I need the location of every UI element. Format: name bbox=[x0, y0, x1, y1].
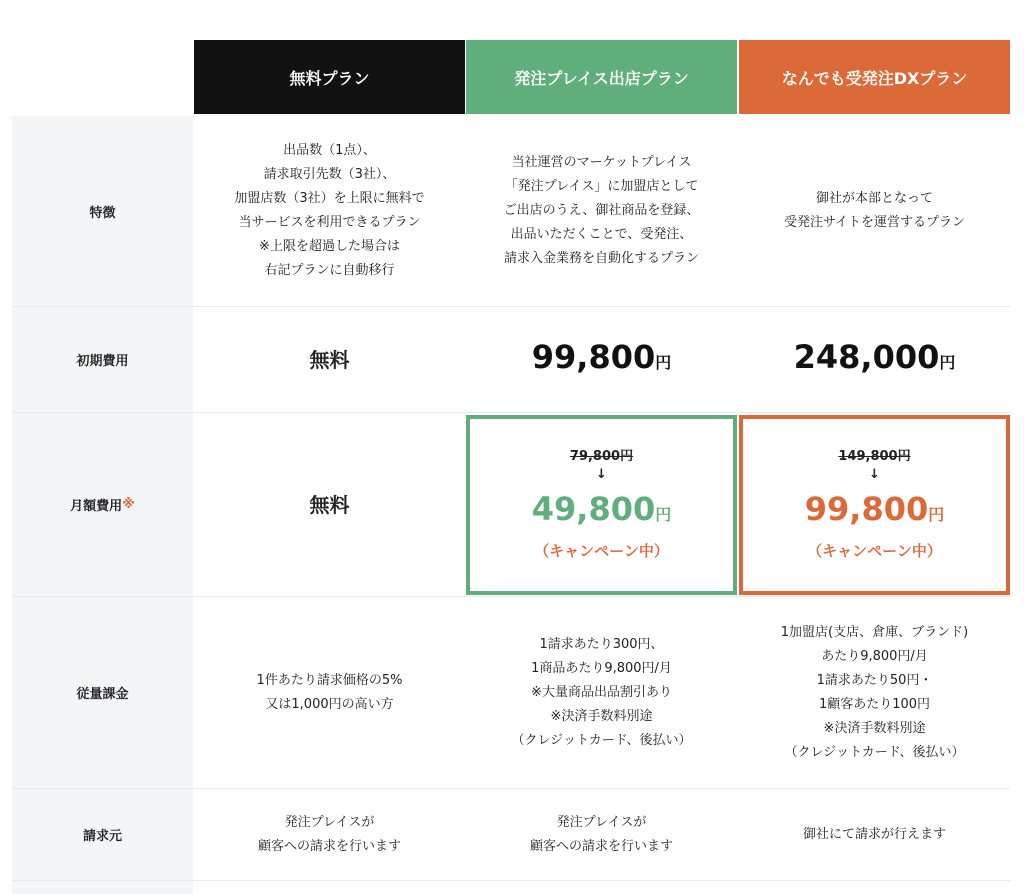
price-unit: 円 bbox=[655, 505, 672, 524]
text-line: 右記プランに自動移行 bbox=[264, 263, 395, 278]
old-price: 79,800円 bbox=[569, 449, 634, 464]
price-amount: 248,000 bbox=[793, 337, 940, 376]
row-label-monthly bbox=[12, 413, 193, 596]
text-line: ※上限を超過した場合は bbox=[259, 239, 400, 254]
text-line: 請求入金業務を自動化するプラン bbox=[503, 251, 699, 266]
price-unit: 円 bbox=[939, 352, 956, 372]
text-line: （クレジットカード、後払い） bbox=[511, 732, 692, 748]
usage-place-cell bbox=[466, 597, 737, 788]
row-label-text: 従量課金 bbox=[76, 687, 129, 702]
text-line: 出品いただくことで、受発注、 bbox=[510, 227, 693, 242]
initial-free-cell bbox=[194, 307, 465, 412]
text-line: 当サービスを利用できるプラン bbox=[238, 215, 421, 230]
text-line: 受発注サイトを運営するプラン bbox=[783, 215, 966, 230]
price-amount: 99,800 bbox=[531, 337, 656, 376]
text-line: ※大量商品出品割引あり bbox=[531, 684, 672, 700]
text-line: 1請求あたり50円・ bbox=[816, 672, 933, 688]
text-line: 1顧客あたり100円 bbox=[818, 696, 931, 712]
monthly-free-cell bbox=[194, 413, 465, 596]
text-line: ※決済手数料別途 bbox=[823, 720, 926, 736]
monthly-place-cell bbox=[466, 415, 737, 595]
text-line: 出品数（1点）、 bbox=[283, 143, 376, 158]
text-line: 発注プレイスが bbox=[556, 814, 647, 830]
row-label-text: 請求元 bbox=[82, 829, 122, 844]
feature-place-cell bbox=[466, 116, 737, 306]
text-line: 当社運営のマーケットプレイス bbox=[511, 155, 692, 170]
header-dx-label: なんでも受発注DXプラン bbox=[781, 68, 968, 88]
row-label-initial bbox=[12, 307, 193, 412]
text-line: 1件あたり請求価格の5% bbox=[256, 672, 403, 688]
initial-place-price bbox=[532, 337, 672, 383]
initial-dx-cell bbox=[739, 307, 1010, 412]
footnote-mark: ※ bbox=[122, 497, 135, 512]
text-line: 顧客への請求を行います bbox=[257, 838, 401, 854]
text-line: 御社が本部となって bbox=[815, 191, 933, 206]
down-arrow-icon: ↓ bbox=[869, 467, 880, 482]
feature-dx-cell bbox=[739, 116, 1010, 306]
text-line: （クレジットカード、後払い） bbox=[784, 744, 965, 760]
usage-dx-cell bbox=[739, 597, 1010, 788]
header-free-label: 無料プラン bbox=[289, 68, 370, 88]
row-label-billing bbox=[12, 789, 193, 880]
billing-dx-cell bbox=[739, 789, 1010, 880]
billing-free-cell bbox=[194, 789, 465, 880]
initial-dx-price bbox=[794, 337, 956, 383]
free-value: 無料 bbox=[309, 347, 350, 372]
text-line: 1商品あたり9,800円/月 bbox=[531, 660, 672, 676]
text-line: ※決済手数料別途 bbox=[550, 708, 653, 724]
header-place-plan bbox=[466, 40, 737, 114]
text-line: 又は1,000円の高い方 bbox=[265, 696, 394, 712]
campaign-label: （キャンペーン中） bbox=[807, 542, 942, 560]
price-unit: 円 bbox=[928, 505, 945, 524]
text-line: 1請求あたり300円、 bbox=[539, 636, 664, 652]
text-line: 顧客への請求を行います bbox=[529, 838, 673, 854]
feature-free-cell bbox=[194, 116, 465, 306]
text-line: 発注プレイスが bbox=[284, 814, 375, 830]
text-line: 御社にて請求が行えます bbox=[802, 826, 946, 842]
row-label-text: 初期費用 bbox=[76, 354, 129, 369]
text-line: 請求取引先数（3社）、 bbox=[263, 167, 396, 182]
row-divider bbox=[12, 880, 1010, 881]
price-amount: 49,800 bbox=[531, 490, 656, 528]
row-label-feature bbox=[12, 116, 193, 306]
header-place-label: 発注プレイス出店プラン bbox=[514, 68, 689, 88]
campaign-label: （キャンペーン中） bbox=[534, 542, 669, 560]
row-label-usage bbox=[12, 597, 193, 788]
row-label-text: 特徴 bbox=[89, 205, 116, 221]
price-unit: 円 bbox=[655, 352, 672, 372]
campaign-price bbox=[805, 488, 945, 536]
header-dx-plan bbox=[739, 40, 1010, 114]
campaign-price bbox=[532, 488, 672, 536]
billing-place-cell bbox=[466, 789, 737, 880]
header-free-plan bbox=[194, 40, 465, 114]
price-amount: 99,800 bbox=[804, 490, 929, 528]
row-label-text: 月額費用 bbox=[70, 499, 123, 514]
usage-free-cell bbox=[194, 597, 465, 788]
monthly-dx-cell bbox=[739, 415, 1010, 595]
text-line: ご出店のうえ、御社商品を登録、 bbox=[503, 203, 700, 218]
text-line: 1加盟店(支店、倉庫、ブランド) bbox=[780, 624, 969, 640]
initial-place-cell bbox=[466, 307, 737, 412]
text-line: 加盟店数（3社）を上限に無料で bbox=[234, 191, 425, 206]
down-arrow-icon: ↓ bbox=[596, 467, 607, 482]
text-line: 「発注プレイス」に加盟店として bbox=[504, 179, 699, 194]
old-price: 149,800円 bbox=[838, 449, 911, 464]
text-line: あたり9,800円/月 bbox=[821, 648, 928, 664]
free-value: 無料 bbox=[309, 492, 350, 517]
